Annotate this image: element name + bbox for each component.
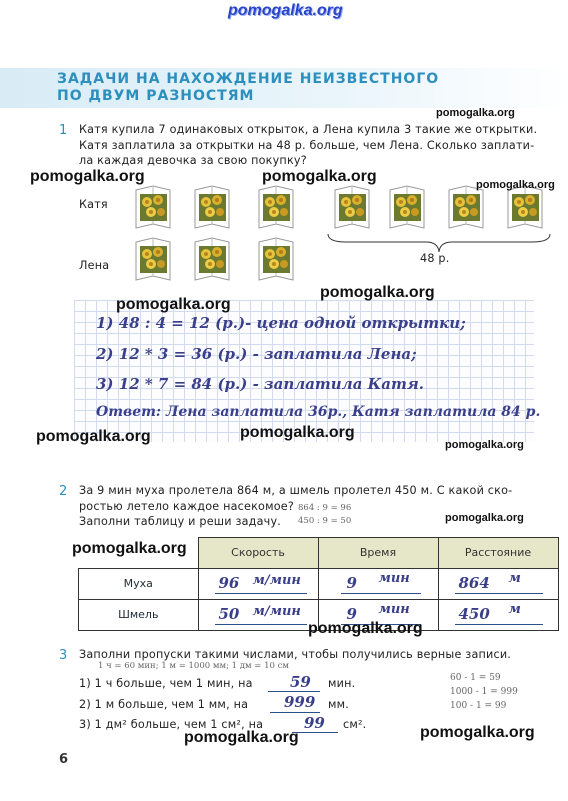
header-time: Время — [318, 538, 438, 569]
task3-answer-2[interactable]: 999 — [284, 693, 316, 711]
cell-dist-shmel[interactable] — [438, 599, 558, 630]
postcard-icon — [133, 236, 173, 282]
task3-answer-3[interactable]: 99 — [304, 714, 325, 732]
task2-line-1: За 9 мин муха пролетела 864 м, а шмель пролетел 450 м. С какой ско- — [79, 484, 513, 497]
cell-speed-mukha[interactable] — [198, 568, 318, 599]
dist-unit: м — [508, 570, 521, 586]
watermark[interactable]: pomogalka.org — [240, 424, 355, 441]
speed-unit: м/мин — [252, 572, 301, 588]
task3-item-1-pre: 1) 1 ч больше, чем 1 мин, на — [79, 677, 253, 690]
watermark[interactable]: pomogalka.org — [262, 168, 377, 185]
watermark[interactable]: pomogalka.org — [436, 107, 515, 119]
dist-value: 450 — [458, 604, 490, 623]
watermark[interactable]: pomogalka.org — [445, 439, 524, 451]
postcard-icon — [256, 236, 296, 282]
row-label-shmel: Шмель — [79, 599, 199, 630]
task1-line-1: Катя купила 7 одинаковых открыток, а Лена купила 3 такие же открытки. — [79, 123, 538, 136]
watermark[interactable]: pomogalka.org — [30, 168, 145, 185]
task2-note-2: 450 : 9 = 50 — [298, 516, 352, 526]
brace-label: 48 р. — [420, 252, 450, 265]
task1-line-2: Катя заплатила за открытки на 48 р. больше, чем Лена. Сколько заплати- — [79, 138, 535, 152]
side-note-2: 1000 - 1 = 999 — [450, 687, 518, 697]
watermark[interactable]: pomogalka.org — [184, 729, 299, 746]
task1-number: 1 — [59, 123, 68, 138]
task1-line-3: ла каждая девочка за свою покупку? — [79, 154, 307, 167]
watermark[interactable]: pomogalka.org — [420, 724, 535, 741]
dist-unit: м — [508, 601, 521, 617]
task2-note-1: 864 : 9 = 96 — [298, 503, 352, 513]
task3-answer-1[interactable]: 59 — [290, 673, 311, 691]
page-number: 6 — [59, 752, 69, 767]
postcard-icon — [133, 184, 173, 230]
time-unit: мин — [378, 570, 410, 586]
solution-line-2: 2) 12 * 3 = 36 (р.) - заплатила Лена; — [96, 345, 417, 363]
speed-unit: м/мин — [252, 603, 301, 619]
watermark[interactable]: pomogalka.org — [445, 512, 524, 524]
task3-hint: 1 ч = 60 мин; 1 м = 1000 мм; 1 дм = 10 см — [98, 661, 290, 671]
watermark[interactable]: pomogalka.org — [320, 284, 435, 301]
task3-item-2-pre: 2) 1 м больше, чем 1 мм, на — [79, 698, 249, 711]
solution-line-1: 1) 48 : 4 = 12 (р.)- цена одной открытки; — [96, 314, 466, 332]
solution-answer: Ответ: Лена заплатила 36р., Катя заплатила 84 р. — [96, 404, 541, 420]
task2-number: 2 — [59, 484, 68, 499]
postcard-icon — [192, 184, 232, 230]
watermark[interactable]: pomogalka.org — [72, 540, 187, 557]
solution-line-3: 3) 12 * 7 = 84 (р.) - заплатила Катя. — [96, 375, 425, 393]
header-distance: Расстояние — [438, 538, 558, 569]
task2-line-2: ростью летело каждое насекомое? — [79, 499, 294, 513]
dist-value: 864 — [458, 573, 490, 592]
title-line-1: ЗАДАЧИ НА НАХОЖДЕНИЕ НЕИЗВЕСТНОГО — [57, 71, 440, 87]
watermark[interactable]: pomogalka.org — [308, 620, 423, 637]
postcard-icon — [256, 184, 296, 230]
task2-line-3: Заполни таблицу и реши задачу. — [79, 515, 282, 528]
task3-item-3-post: см². — [343, 718, 367, 731]
time-value: 9 — [346, 573, 357, 592]
title-line-2: ПО ДВУМ РАЗНОСТЯМ — [57, 88, 255, 104]
speed-value: 50 — [218, 604, 240, 623]
section-title — [57, 71, 439, 105]
time-value: 9 — [346, 604, 357, 623]
postcard-icon — [192, 236, 232, 282]
label-katya: Катя — [79, 198, 108, 211]
label-lena: Лена — [79, 259, 110, 272]
postcard-icon — [387, 184, 427, 230]
side-note-3: 100 - 1 = 99 — [450, 701, 507, 711]
task3-item-1-post: мин. — [328, 677, 356, 690]
table-row — [79, 568, 559, 599]
row-label-mukha: Муха — [79, 568, 199, 599]
cell-speed-shmel[interactable] — [198, 599, 318, 630]
cell-dist-mukha[interactable] — [438, 568, 558, 599]
watermark[interactable]: pomogalka.org — [36, 428, 151, 445]
site-watermark-top[interactable]: pomogalka.org — [228, 2, 343, 19]
postcard-icon — [332, 184, 372, 230]
task1-text — [79, 122, 559, 169]
cell-time-mukha[interactable] — [318, 568, 438, 599]
task3-number: 3 — [59, 648, 68, 663]
watermark[interactable]: pomogalka.org — [116, 296, 231, 313]
task3-item-2-post: мм. — [328, 698, 350, 711]
speed-value: 96 — [218, 573, 240, 592]
time-unit: мин — [378, 601, 410, 617]
side-note-1: 60 - 1 = 59 — [450, 673, 501, 683]
watermark[interactable]: pomogalka.org — [476, 179, 555, 191]
task3-line-1: Заполни пропуски такими числами, чтобы получились верные записи. — [79, 648, 512, 661]
header-speed: Скорость — [198, 538, 318, 569]
task3-item-3-pre: 3) 1 дм² больше, чем 1 см², на — [79, 718, 264, 731]
